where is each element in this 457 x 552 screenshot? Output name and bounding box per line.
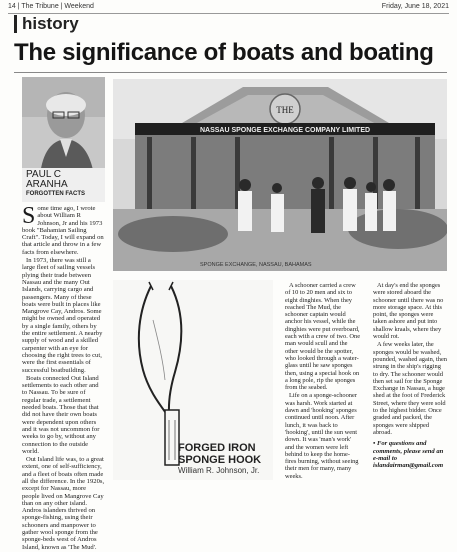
headline: The significance of boats and boating	[14, 39, 434, 66]
author-name	[26, 170, 68, 190]
masthead-left: 14 | The Tribune | Weekend	[8, 3, 94, 10]
hook-credit: William R. Johnson, Jr.	[178, 466, 260, 475]
sponge-exchange-photo	[113, 79, 447, 271]
sign-the: THE	[276, 105, 294, 115]
paragraph: Life on a sponge-schooner was harsh. Work started at dawn and 'hooking' sponges continued until noon. After lunch, it was back to 'hooking', until the sun went down. It was 'man's work' and the women were left behind to keep the home-fires burning, without seeing their men for many, many weeks.	[285, 392, 359, 480]
hook-label-line1: FORGED IRON	[178, 442, 256, 454]
paragraph: Boats connected Out Island settlements to each other and to Nassau. To be sure of regular trade, a settlement needed boats. Those that that did not have their own boats were dependent upon others and it was not uncommon for weeks to go by, without any connection to the outside world.	[22, 374, 100, 455]
drop-cap: S	[22, 203, 36, 229]
article-column-3	[285, 282, 361, 481]
sign-text: NASSAU SPONGE EXCHANGE COMPANY LIMITED	[199, 127, 371, 134]
photo-caption: SPONGE EXCHANGE, NASSAU, BAHAMAS	[200, 262, 312, 268]
paragraph: In 1973, there was still a large fleet of sailing vessels plying their trade between Nassau and the many Out Islands, carrying cargo and passengers. Many of these boats were built in places like Mangrove Cay, Andros. Some might be owned and operated by a single family, others by the entire settlement. A nearby supply of wood and a skilled carpenter with an eye for choosing the right trees to cut, were the first essentials of successful boatbuilding.	[22, 257, 103, 374]
article-column-1	[22, 205, 105, 552]
paragraph: A few weeks later, the sponges would be washed, pounded, washed again, then strung in the ship's rigging to dry. The schooner would then set sail for the Sponge Exchange in Nassau, a huge shed at the foot of Frederick Street, where they were sold to the highest bidder. Once graded and packed, the sponges were shipped abroad.	[373, 341, 448, 436]
article-column-4	[373, 282, 447, 470]
section-title: history	[14, 15, 79, 33]
hook-label-line2: SPONGE HOOK	[178, 454, 262, 466]
author-portrait	[22, 77, 105, 175]
author-name-line1: PAUL C	[26, 169, 62, 180]
divider	[14, 72, 447, 73]
author-name-line2: ARANHA	[26, 179, 68, 190]
paragraph: Out Island life was, to a great extent, one of self-sufficiency, and a fleet of boats often made all the difference. In the 1920s, except for Nassau, more people lived on Mangrove Cay than on any other island. Andros islanders thrived on sponge-fishing, using their schooners and manpower to gather wool sponge from the sponge-beds west of Andros Island, known as 'The Mud'.	[22, 456, 105, 551]
paragraph: At day's end the sponges were stored aboard the schooner until there was no more storage space. At this point, the sponges were taken ashore and put into shallow kraals, where they would rot.	[373, 282, 444, 341]
paragraph-text: ome time ago, I wrote about William R Johnson, Jr and his 1973 book "Bahamian Sailing Craft". Today, I will expand on that article and throw in a few facts from elsewhere.	[22, 205, 104, 256]
masthead-bar	[8, 2, 449, 14]
contact-note: • For questions and comments, please send an e-mail to islandairman@gmail.com	[373, 440, 444, 470]
paragraph	[22, 205, 105, 256]
paragraph: A schooner carried a crew of 10 to 20 men and six to eight dinghies. When they reached The Mud, the schooner captain would anchor his vessel, while the dinghies were put overboard, each with a crew of two. One man would scull and the other would be the spotter, who looked through a water-glass until he saw sponges then, using a special hook on a long pole, rip the sponges from the seabed.	[285, 282, 361, 392]
column-name: FORGOTTEN FACTS	[26, 191, 85, 197]
masthead-date: Friday, June 18, 2021	[381, 3, 449, 10]
